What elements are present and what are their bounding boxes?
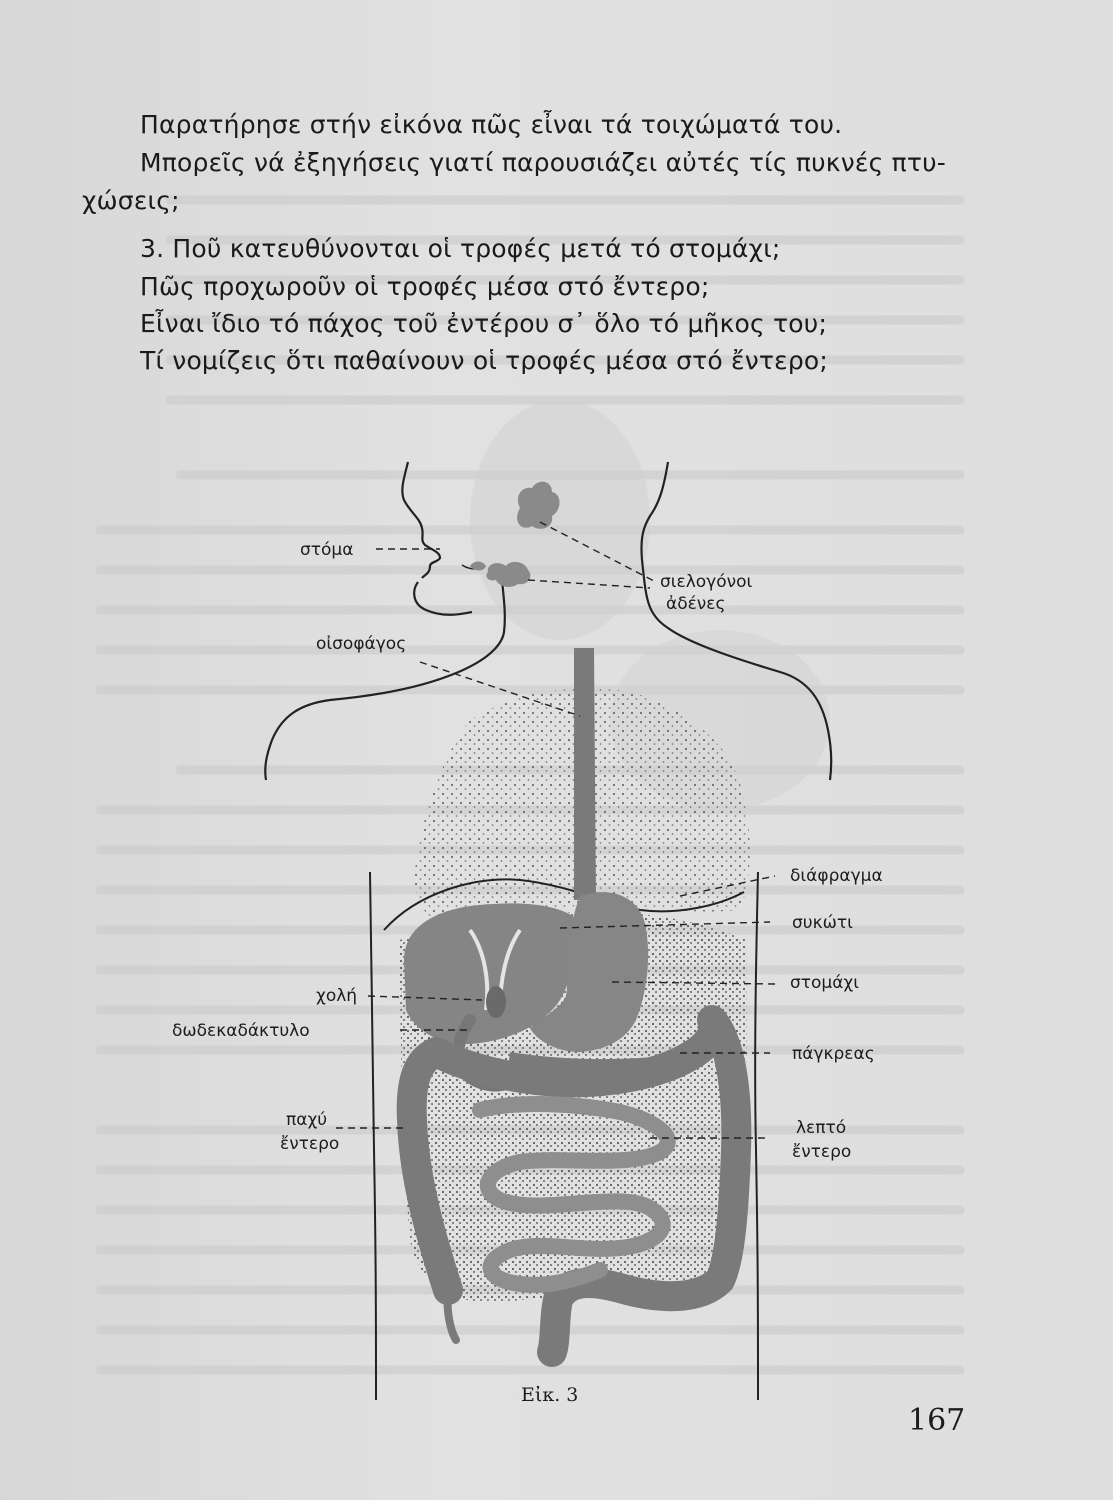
question-text-line: Εἶναι ἴδιο τό πάχος τοῦ ἐντέρου σ᾽ ὅλο τό μῆκος του; bbox=[140, 309, 828, 338]
label-salivary-glands: σιελογόνοι bbox=[660, 572, 753, 592]
label-mouth: στόμα bbox=[300, 540, 354, 560]
chin-outline bbox=[414, 582, 472, 615]
salivary-gland bbox=[486, 562, 530, 587]
label-stomach: στομάχι bbox=[790, 973, 860, 993]
label-diaphragm: διάφραγμα bbox=[790, 866, 883, 886]
label-pancreas: πάγκρεας bbox=[792, 1044, 875, 1064]
label-bile: χολή bbox=[316, 986, 358, 1006]
question-3-line: 3. Ποῦ κατευθύνονται οἱ τροφές μετά τό στομάχι; bbox=[140, 234, 781, 263]
gall-bladder bbox=[486, 986, 506, 1018]
figure-caption: Εἰκ. 3 bbox=[521, 1384, 579, 1406]
salivary-gland bbox=[517, 482, 559, 529]
label-large-intestine: παχύ bbox=[286, 1110, 328, 1130]
label-salivary-glands-2: ἀδένες bbox=[666, 594, 726, 614]
question-text-line: χώσεις; bbox=[82, 186, 180, 215]
question-text-line: Τί νομίζεις ὅτι παθαίνουν οἱ τροφές μέσα στό ἔντερο; bbox=[140, 346, 829, 375]
question-text-line: Μπορεῖς νά ἐξηγήσεις γιατί παρουσιάζει αὐτές τίς πυκνές πτυ- bbox=[140, 148, 946, 177]
label-liver: συκώτι bbox=[792, 913, 853, 933]
label-small-intestine-2: ἔντερο bbox=[792, 1142, 852, 1162]
esophagus bbox=[574, 648, 596, 900]
face-profile bbox=[402, 462, 440, 578]
label-esophagus: οἰσοφάγος bbox=[316, 634, 407, 654]
question-text-line: Πῶς προχωροῦν οἱ τροφές μέσα στό ἔντερο; bbox=[140, 272, 710, 301]
label-duodenum: δωδεκαδάκτυλο bbox=[172, 1021, 310, 1041]
label-large-intestine-2: ἔντερο bbox=[280, 1134, 340, 1154]
label-small-intestine: λεπτό bbox=[796, 1118, 847, 1138]
page-number: 167 bbox=[908, 1403, 966, 1438]
question-text-line: Παρατήρησε στήν εἰκόνα πῶς εἶναι τά τοιχώματά του. bbox=[140, 110, 843, 139]
